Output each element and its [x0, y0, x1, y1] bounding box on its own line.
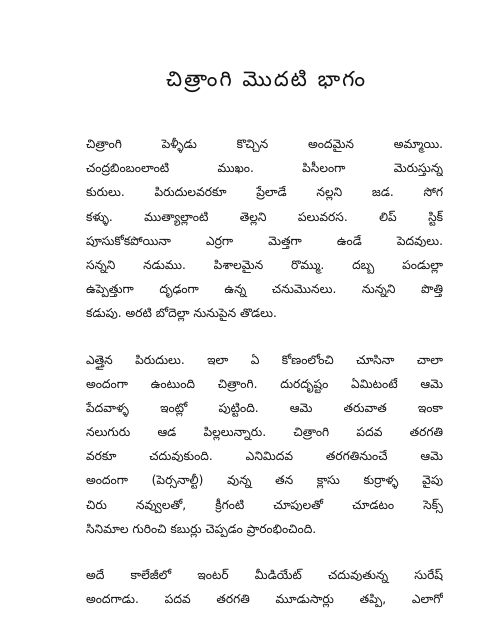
paragraph-1 — [86, 132, 443, 326]
text-line: కళ్ళు. ముత్యాల్లాంటి తెల్లని పలువరస. లిప్ స్టిక్ — [86, 209, 443, 224]
text-line: పూసుకోకపోయినా ఎర్రగా మెత్తగా ఉండే పెదవులు. — [86, 233, 443, 248]
paragraph-3 — [86, 563, 443, 611]
text-line: అందంగా (పెర్సనాల్టీ) వున్న తన క్లాసు కుర్రాళ్ళ వైపు — [86, 473, 443, 488]
text-line: చంద్రబింబంలాంటి ముఖం. పిసీలంగా మెరుస్తున్న — [86, 161, 443, 176]
text-line: ఉప్పెత్తుగా దృఢంగా ఉన్న చనుమొనలు. నున్నని పొత్తి — [86, 282, 443, 297]
text-line: కురులు. పిరుదులవరకూ ప్రేలాడే నల్లని జడ. సోగ — [86, 185, 443, 200]
text-line: చిరు నవ్వులతో, క్రీగంటి చూపులతో చూడటం సెక్స్ — [86, 497, 443, 512]
text-line: అదే కాలేజీలో ఇంటర్ మీడియేట్ చదువుతున్న సురేష్ — [86, 568, 443, 582]
text-line: పేదవాళ్ళ ఇంట్లో పుట్టింది. ఆమె తరువాత ఇంకా — [86, 400, 443, 415]
paragraph-2 — [86, 348, 443, 542]
text-line: అందగాడు. పదవ తరగతి మూడుసార్లు తప్పి, ఎలాగో — [86, 592, 443, 607]
text-line: సన్నని నడుము. పిశాలమైన రొమ్ము. దబ్బ పండుల్లా — [86, 257, 443, 272]
text-line: నలుగురు ఆడ పిల్లలున్నారు. చిత్రాంగి పదవ తరగతి — [86, 425, 443, 440]
text-line: అందంగా ఉంటుంది చిత్రాంగి. దురదృష్టం ఏమిటంటే ఆమె — [86, 376, 443, 391]
text-line: ఎత్తైన పిరుదులు. ఇలా ఏ కోణంలోంచి చూసినా చాలా — [86, 352, 443, 367]
page-title: చిత్రాంగి మొదటి భాగం — [166, 67, 367, 91]
text-line: చిత్రాంగి పెళ్ళీడు కొచ్చిన అందమైన అమ్మాయి. — [86, 137, 443, 151]
text-line: వరకూ చదువుకుంది. ఎనిమిదవ తరగతినుంచే ఆమె — [86, 449, 443, 464]
text-line: సినిమాల గురించి కబుర్లు చెప్పడం ప్రారంభించింది. — [86, 521, 317, 536]
text-line: కడుపు. అరటి బోదెల్లా నునుపైన తొడలు. — [86, 306, 277, 321]
